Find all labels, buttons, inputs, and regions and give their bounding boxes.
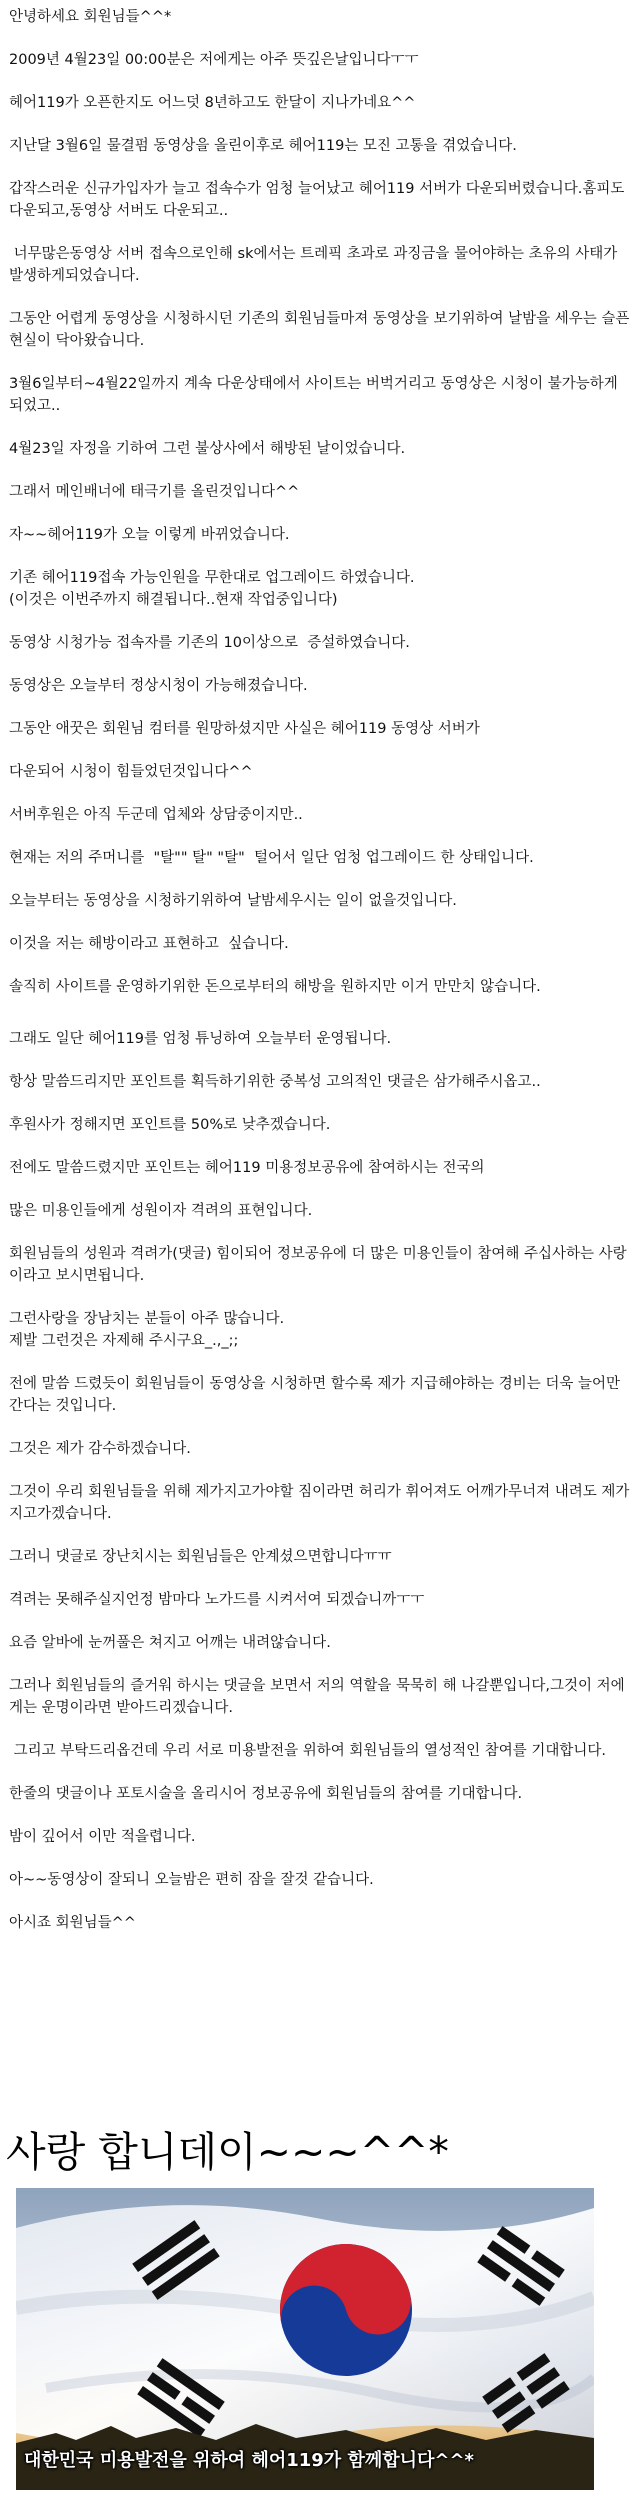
letter-paragraph: 그러나 회원님들의 즐거워 하시는 댓글을 보면서 저의 역할을 묵묵히 해 나갈뿐입니다,그것이 저에게는 운명이라면 받아드리겠습니다. (9, 1678, 625, 1716)
letter-paragraph: 기존 헤어119접속 가능인원을 무한대로 업그레이드 하였습니다. (이것은 이번주까지 해결됩니다..현재 작업중입니다) (9, 570, 415, 608)
letter-paragraph: 전에도 말씀드렸지만 포인트는 헤어119 미용정보공유에 참여하시는 전국의 (9, 1160, 485, 1176)
letter-paragraph: 3월6일부터~4월22일까지 계속 다운상태에서 사이트는 버벅거리고 동영상은 시청이 불가능하게 되었고.. (9, 376, 623, 414)
letter-paragraph: 그동안 애꿋은 회원님 컴터를 원망하셨지만 사실은 헤어119 동영상 서버가 (9, 721, 480, 737)
letter-paragraph: 서버후원은 아직 두군데 업체와 상담중이지만.. (9, 807, 303, 823)
letter-paragraph: 후원사가 정해지면 포인트를 50%로 낮추겠습니다. (9, 1117, 331, 1133)
letter-paragraph: 그것은 제가 감수하겠습니다. (9, 1441, 191, 1457)
letter-paragraph: 그러니 댓글로 장난치시는 회원님들은 안계셨으면합니다ㅠㅠ (9, 1549, 392, 1565)
letter-paragraph: 오늘부터는 동영상을 시청하기위하여 날밤세우시는 일이 없을것입니다. (9, 893, 457, 909)
letter-paragraph: 많은 미용인들에게 성원이자 격려의 표현입니다. (9, 1203, 313, 1219)
letter-paragraph: 요즘 알바에 눈꺼풀은 쳐지고 어깨는 내려않습니다. (9, 1635, 331, 1651)
letter-paragraph: 너무많은동영상 서버 접속으로인해 sk에서는 트레픽 초과로 과징금을 물어야하는 초유의 사태가 발생하게되었습니다. (9, 246, 622, 284)
letter-paragraph: 2009년 4월23일 00:00분은 저에게는 아주 뜻깊은날입니다ㅜㅜ (9, 52, 419, 68)
letter-paragraph: 솔직히 사이트를 운영하기위한 돈으로부터의 해방을 원하지만 이거 만만치 않습니다. (9, 979, 541, 995)
letter-paragraph: 4월23일 자정을 기하여 그런 불상사에서 해방된 날이었습니다. (9, 441, 406, 457)
letter-paragraph: 그동안 어렵게 동영상을 시청하시던 기존의 회원님들마져 동영상을 보기위하여 날밤을 세우는 슬픈현실이 닥아왔습니다. (9, 311, 630, 349)
letter-paragraph: 다운되어 시청이 힘들었던것입니다^^ (9, 764, 253, 780)
letter-paragraph: 그래서 메인배너에 태극기를 올린것입니다^^ (9, 484, 300, 500)
letter-paragraph: 전에 말씀 드렸듯이 회원님들이 동영상을 시청하면 할수록 제가 지급해야하는 경비는 더욱 늘어만 간다는 것입니다. (9, 1376, 625, 1414)
letter-paragraph: 헤어119가 오픈한지도 어느덧 8년하고도 한달이 지나가네요^^ (9, 95, 416, 111)
letter-paragraph: 지난달 3월6일 물결펌 동영상을 올린이후로 헤어119는 모진 고통을 겪었습니다. (9, 138, 517, 154)
letter-paragraph: 동영상 시청가능 접속자를 기존의 10이상으로 증설하였습니다. (9, 635, 410, 651)
letter-paragraph: 아~~동영상이 잘되니 오늘밤은 편히 잠을 잘것 같습니다. (9, 1872, 374, 1888)
letter-paragraph: 자~~헤어119가 오늘 이렇게 바뀌었습니다. (9, 527, 290, 543)
letter-paragraph: 그래도 일단 헤어119를 엄청 튜닝하여 오늘부터 운영됩니다. (9, 1031, 392, 1047)
letter-paragraph: 항상 말씀드리지만 포인트를 획득하기위한 중복성 고의적인 댓글은 삼가해주시옵고.. (9, 1074, 541, 1090)
letter-paragraph: 회원님들의 성원과 격려가(댓글) 힘이되어 정보공유에 더 많은 미용인들이 참여해 주십사하는 사랑이라고 보시면됩니다. (9, 1246, 627, 1284)
letter-body (9, 6, 639, 1955)
taegukgi-flag-icon (16, 2188, 594, 2490)
letter-paragraph: 한줄의 댓글이나 포토시술을 올리시어 정보공유에 회원님들의 참여를 기대합니다. (9, 1786, 523, 1802)
letter-paragraph: 갑작스러운 신규가입자가 늘고 접속수가 엄청 늘어났고 헤어119 서버가 다운되버렸습니다.홈피도 다운되고,동영상 서버도 다운되고.. (9, 181, 639, 219)
flag-banner-image (16, 2188, 594, 2490)
letter-paragraph: 격려는 못해주실지언정 밤마다 노가드를 시켜서여 되겠습니까ㅜㅜ (9, 1592, 425, 1608)
letter-paragraph: 그리고 부탁드리옵건데 우리 서로 미용발전을 위하여 회원님들의 열성적인 참여를 기대합니다. (9, 1743, 606, 1759)
letter-paragraph: 동영상은 오늘부터 정상시청이 가능해졌습니다. (9, 678, 308, 694)
closing-title: 사랑 합니데이~~~^^* (6, 2128, 449, 2176)
letter-paragraph: 그런사랑을 장남치는 분들이 아주 많습니다. 제발 그런것은 자제해 주시구요_.,_;; (9, 1311, 285, 1349)
sign-off: 아시죠 회원님들^^ (9, 1915, 136, 1931)
letter-paragraph: 그것이 우리 회원님들을 위해 제가지고가야할 짐이라면 허리가 휘어져도 어깨가무너져 내려도 제가 지고가겠습니다. (9, 1484, 634, 1522)
letter-paragraph: 이것을 저는 해방이라고 표현하고 싶습니다. (9, 936, 289, 952)
banner-caption: 대한민국 미용발전을 위하여 헤어119가 함께합니다^^* (24, 2450, 474, 2471)
letter-paragraph: 밤이 깊어서 이만 적을렵니다. (9, 1829, 196, 1845)
letter-paragraph: 현재는 저의 주머니를 "탈"" 탈" "탈" 털어서 일단 엄청 업그레이드 한 상태입니다. (9, 850, 534, 866)
greeting: 안녕하세요 회원님들^^* (9, 9, 172, 25)
